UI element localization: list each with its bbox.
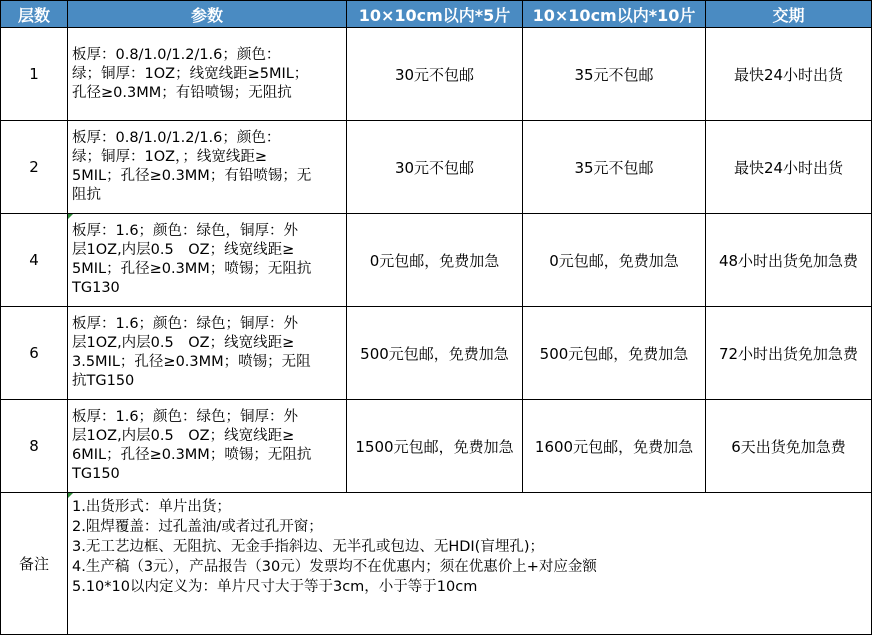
params-line: TG130 <box>72 280 120 296</box>
price-5pcs-cell: 30元不包邮 <box>347 121 523 214</box>
header-row <box>1 1 872 28</box>
price-5pcs-cell: 1500元包邮，免费加急 <box>347 400 523 493</box>
params-line: 孔径≥0.3MM；有铅喷锡；无阻抗 <box>72 84 292 101</box>
notes-row <box>1 493 872 635</box>
notes-body <box>68 493 872 635</box>
layer-count-cell: 6 <box>1 307 68 400</box>
comment-marker-icon <box>68 493 73 498</box>
table-row <box>1 307 872 400</box>
price-10pcs-cell: 500元包邮，免费加急 <box>523 307 706 400</box>
layer-count-cell: 4 <box>1 214 68 307</box>
layer-count-cell: 8 <box>1 400 68 493</box>
delivery-cell: 48小时出货免加急费 <box>706 214 872 307</box>
params-line: 阻抗 <box>72 187 101 203</box>
header-price-10pcs: 10×10cm以内*10片 <box>523 1 706 28</box>
params-line: 6MIL；孔径≥0.3MM；喷锡；无阻抗 <box>72 447 312 463</box>
layer-count-cell: 2 <box>1 121 68 214</box>
delivery-cell: 最快24小时出货 <box>706 28 872 121</box>
params-line: TG150 <box>72 466 120 482</box>
price-10pcs-cell: 35元不包邮 <box>523 121 706 214</box>
params-cell <box>68 214 347 307</box>
params-line: 板厚：1.6；颜色：绿色；铜厚：外 <box>72 316 299 332</box>
header-price-5pcs: 10×10cm以内*5片 <box>347 1 523 28</box>
table-row <box>1 28 872 121</box>
delivery-cell: 72小时出货免加急费 <box>706 307 872 400</box>
notes-line: 1.出货形式：单片出货； <box>72 499 231 515</box>
params-line: 层1OZ,内层0.5 OZ；线宽线距≥ <box>72 335 295 351</box>
params-line: 层1OZ,内层0.5 OZ；线宽线距≥ <box>72 428 295 444</box>
notes-label: 备注 <box>1 493 68 635</box>
layer-count-cell: 1 <box>1 28 68 121</box>
notes-line: 3.无工艺边框、无阻抗、无金手指斜边、无半孔或包边、无HDI(盲埋孔)； <box>72 539 544 555</box>
params-line: 层1OZ,内层0.5 OZ；线宽线距≥ <box>72 242 295 258</box>
price-5pcs-cell: 0元包邮，免费加急 <box>347 214 523 307</box>
params-line: 绿；铜厚：1OZ，；线宽线距≥ <box>72 149 267 165</box>
table-row <box>1 214 872 307</box>
header-params: 参数 <box>68 1 347 28</box>
params-line: 板厚：0.8/1.0/1.2/1.6；颜色： <box>72 130 281 146</box>
params-line: 绿；铜厚：1OZ；线宽线距≥5MIL； <box>72 65 309 82</box>
table-row <box>1 121 872 214</box>
params-line: 3.5MIL；孔径≥0.3MM；喷锡；无阻 <box>72 354 311 370</box>
price-10pcs-cell: 35元不包邮 <box>523 28 706 121</box>
table-row <box>1 400 872 493</box>
price-10pcs-cell: 1600元包邮，免费加急 <box>523 400 706 493</box>
params-line: 5MIL；孔径≥0.3MM；喷锡；无阻抗 <box>72 261 312 277</box>
comment-marker-icon <box>68 214 73 219</box>
notes-line: 4.生产稿（3元），产品报告（30元）发票均不在优惠内；须在优惠价上+对应金额 <box>72 559 597 575</box>
params-line: 抗TG150 <box>72 373 135 389</box>
notes-line: 5.10*10以内定义为：单片尺寸大于等于3cm，小于等于10cm <box>72 579 478 595</box>
notes-line: 2.阻焊覆盖：过孔盖油/或者过孔开窗； <box>72 519 323 535</box>
params-cell <box>68 121 347 214</box>
params-line: 板厚：1.6；颜色：绿色；铜厚：外 <box>72 409 299 425</box>
price-5pcs-cell: 30元不包邮 <box>347 28 523 121</box>
header-layers: 层数 <box>1 1 68 28</box>
params-cell <box>68 400 347 493</box>
params-cell <box>68 28 347 121</box>
params-cell <box>68 307 347 400</box>
params-line: 板厚：1.6；颜色：绿色，铜厚：外 <box>72 223 299 239</box>
params-line: 板厚：0.8/1.0/1.2/1.6；颜色： <box>72 46 281 63</box>
price-10pcs-cell: 0元包邮，免费加急 <box>523 214 706 307</box>
header-delivery: 交期 <box>706 1 872 28</box>
delivery-cell: 最快24小时出货 <box>706 121 872 214</box>
delivery-cell: 6天出货免加急费 <box>706 400 872 493</box>
params-line: 5MIL；孔径≥0.3MM；有铅喷锡；无 <box>72 168 312 184</box>
price-5pcs-cell: 500元包邮，免费加急 <box>347 307 523 400</box>
